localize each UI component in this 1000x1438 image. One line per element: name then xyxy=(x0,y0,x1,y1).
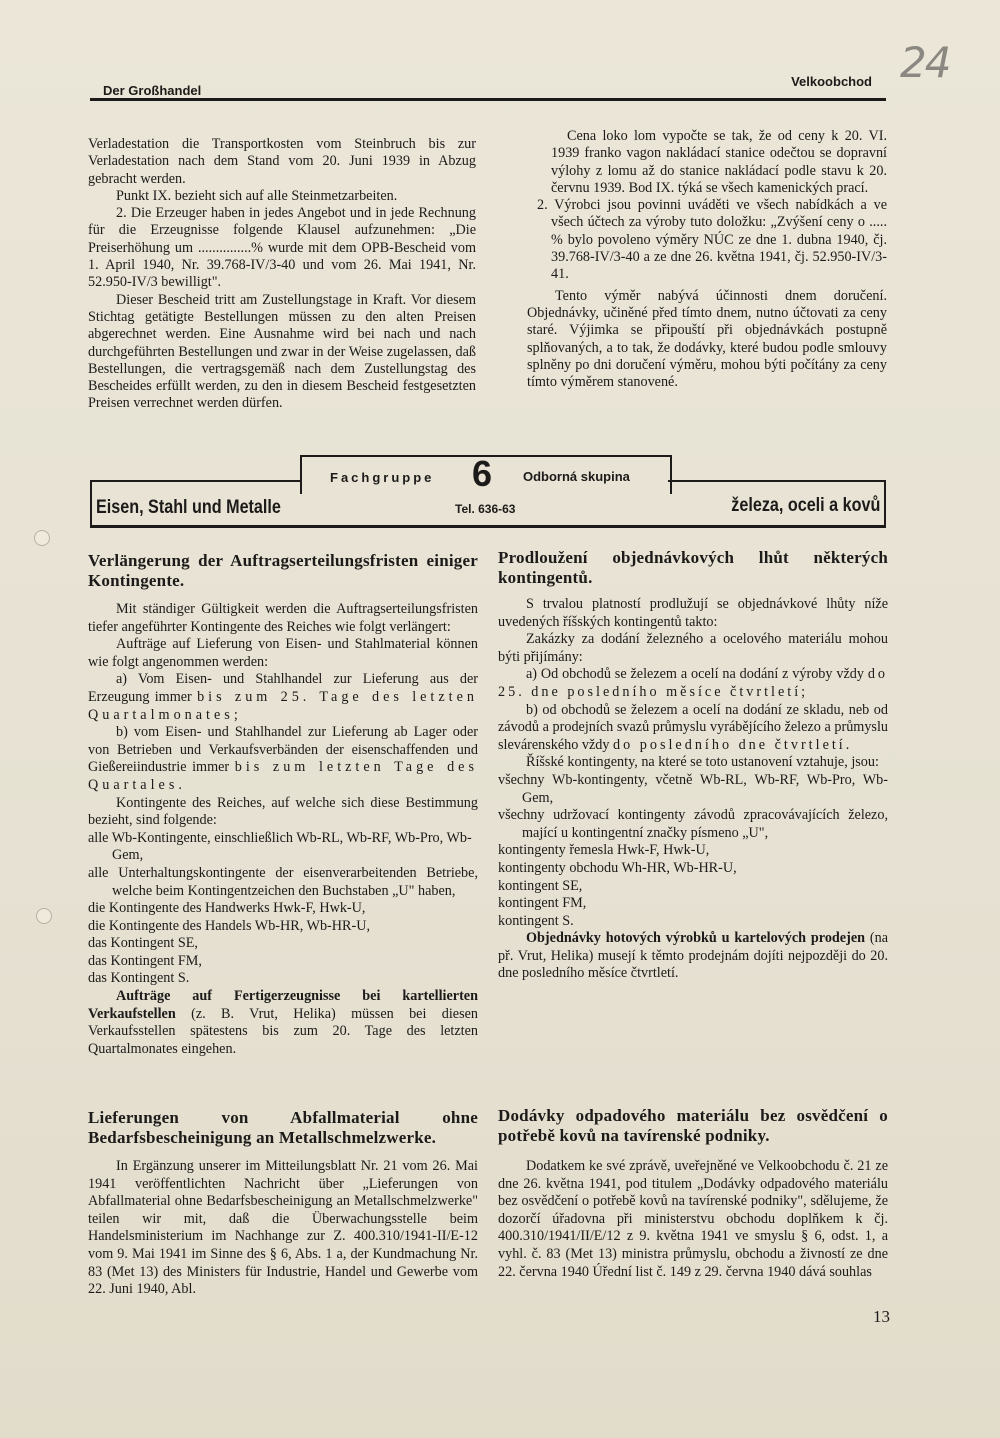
spaced-emphasis: do 25. dne posledního měsíce čtvrtletí; xyxy=(498,666,889,700)
clause-text: b) od obchodů se železem a ocelí na dodání ze skladu, neb od závodů a prodejních svazů průmyslu vyrábějícího železo a průmyslu slevárenského vždy xyxy=(498,701,888,753)
running-header-right: Velkoobchod xyxy=(791,74,872,89)
group-label-czech: Odborná skupina xyxy=(523,469,630,484)
paragraph: S trvalou platností prodlužují se objednávkové lhůty níže uvedených říšských kontingentů takto: xyxy=(498,596,888,630)
paragraph: Aufträge auf Lieferung von Eisen- und Stahlmaterial können wie folgt angenommen werden: xyxy=(88,636,478,670)
group-box-rule xyxy=(90,525,886,528)
spaced-emphasis: do posledního dne čtvrtletí. xyxy=(613,736,853,753)
list-item: kontingenty řemesla Hwk-F, Hwk-U, xyxy=(498,842,710,859)
list-item: všechny Wb-kontingenty, včetně Wb-RL, Wb-RF, Wb-Pro, Wb-Gem, xyxy=(498,771,888,806)
paragraph: 2. Die Erzeuger haben in jedes Angebot und in jede Rechnung für die Erzeugnisse folgende Klausel aufzunehmen: „Die Preiserhöhung um ...............% wurde mit dem OPB-Bescheid vom 1. April 1940, Nr. 39.768-IV/3-40 und vom 26. Mai 1941, Nr. 52.950-IV/3 bewilligt". xyxy=(88,205,476,291)
punch-hole xyxy=(36,908,52,924)
list-item: das Kontingent FM, xyxy=(88,952,202,969)
clause-text: a) Od obchodů se železem a ocelí na dodání z výroby vždy xyxy=(526,666,864,683)
paragraph: Dieser Bescheid tritt am Zustellungstage in Kraft. Vor diesem Stichtag getätigte Bestellungen müssen zu den alten Preisen abgerechnet werden. Eine Ausnahme wird bei nach und nach durchgeführten Bestellungen und zwar in der Weise zugelassen, daß Bestellungen, die vertragsgemäß nach dem Zustellungstag des Bescheides erfüllt werden, zu den in diesem Bescheid festgesetzten Preisen verrechnet werden dürfen. xyxy=(88,291,476,412)
article-2-czech xyxy=(498,1106,888,1281)
running-header-left: Der Großhandel xyxy=(103,83,202,98)
paragraph: Říšské kontingenty, na které se toto ustanovení vztahuje, jsou: xyxy=(526,754,879,771)
list-item: kontingenty obchodu Wh-HR, Wb-HR-U, xyxy=(498,859,737,876)
paragraph: Zakázky za dodání železného a ocelového materiálu mohou býti přijímány: xyxy=(498,631,888,665)
list-item: všechny udržovací kontingenty závodů zpracovávajících železo, mající u kontingentní značky písmeno „U", xyxy=(498,807,888,841)
top-column-german xyxy=(88,136,476,413)
article-1-german xyxy=(88,551,478,1058)
article-title: Verlängerung der Auftragserteilungsfristen einiger Kontingente. xyxy=(88,551,478,590)
list-item: kontingent SE, xyxy=(498,877,583,894)
article-title: Dodávky odpadového materiálu bez osvědčení o potřebě kovů na tavírenské podniky. xyxy=(498,1106,888,1145)
clause-text: b) vom Eisen- und Stahlhandel zur Lieferung ab Lager oder von Betrieben und Verkaufsverbänden der eisenschaffenden und Gießereiindustrie immer xyxy=(88,724,478,776)
paragraph: In Ergänzung unserer im Mitteilungsblatt Nr. 21 vom 26. Mai 1941 veröffentlichten Nachricht über „Lieferungen von Abfallmaterial ohne Bedarfsbescheinigung an Metallschmelzwerke" teilen wir mit, daß die Überwachungsstelle beim Handelsministerium im Nachhange zur Z. 400.310/1941-II/E-12 vom 9. Mai 1941 im Sinne des § 6, Abs. 1 a, der Kundmachung Nr. 83 (Met 13) des Ministers für Industrie, Handel und Gewerbe vom 22. Juni 1940, Abl. xyxy=(88,1158,478,1298)
group-name-czech: železa, oceli a kovů xyxy=(730,495,880,516)
paragraph: 2. Výrobci jsou povinni uváděti ve všech nabídkách a ve všech účtech za výroby tuto doložku: „Zvýšení ceny o ..... % bylo povoleno výměry NÚC ze dne 1. dubna 1940, čj. 39.768-IV/3-40 a ze dne 26. května 1941, čj. 52.950-IV/3-41. xyxy=(537,197,887,283)
group-name-german: Eisen, Stahl und Metalle xyxy=(96,497,281,518)
list-item: die Kontingente des Handels Wb-HR, Wb-HR-U, xyxy=(88,917,370,934)
paragraph: Verladestation die Transportkosten vom Steinbruch bis zur Verladestation nach dem Stand vom 20. Juni 1939 in Abzug gebracht werden. xyxy=(88,136,476,187)
article-1-czech xyxy=(498,548,888,983)
punch-hole xyxy=(34,530,50,546)
header-rule xyxy=(90,98,886,101)
paragraph xyxy=(88,724,478,794)
group-box-rule xyxy=(90,480,92,526)
list-item: alle Unterhaltungskontingente der eisenverarbeitenden Betriebe, welche beim Kontingentzeichen den Buchstaben „U" haben, xyxy=(88,864,478,899)
article-title: Prodloužení objednávkových lhůt některých kontingentů. xyxy=(498,548,888,587)
group-label-german: Fachgruppe xyxy=(330,470,435,485)
paragraph xyxy=(498,666,888,701)
bold-lead: Aufträge auf Fertigerzeugnisse bei kartellierten Verkaufstellen xyxy=(88,988,478,1022)
list-item: das Kontingent SE, xyxy=(88,935,198,952)
paragraph xyxy=(498,930,888,983)
group-telephone: Tel. 636-63 xyxy=(455,502,516,516)
group-number: 6 xyxy=(472,453,493,494)
paragraph: Kontingente des Reiches, auf welche sich diese Bestimmung bezieht, sind folgende: xyxy=(88,794,478,829)
pencil-annotation: 24 xyxy=(900,38,950,87)
clause-text: a) Vom Eisen- und Stahlhandel zur Lieferung aus der Erzeugung immer xyxy=(88,671,478,705)
page-number: 13 xyxy=(873,1307,890,1326)
spaced-emphasis: bis zum 25. Tage des letzten Quartalmonates; xyxy=(88,688,479,723)
article-2-german xyxy=(88,1108,478,1299)
bold-lead: Objednávky hotových výrobků u kartelových prodejen xyxy=(526,930,866,947)
paragraph-rest: (z. B. Vrut, Helika) müssen bei diesen Verkaufsstellen spätestens bis zum 20. Tage des letzten Quartalmonates eingehen. xyxy=(88,1005,479,1057)
paragraph: Tento výměr nabývá účinnosti dnem doručení. Objednávky, učiněné před tímto dnem, nutno účtovati za ceny staré. Výjimka se připouští při objednávkách postupně splňovaných, a to tak, že dodávky, které budou podle smlouvy splněny po dni doručení výměru, mohou býti počítány za ceny tímto výměrem stanovené. xyxy=(527,287,887,391)
paragraph: Mit ständiger Gültigkeit werden die Auftragserteilungsfristen tiefer angeführter Kontingente des Reiches wie folgt verlängert: xyxy=(88,601,478,635)
group-box-rule xyxy=(884,480,886,526)
spaced-emphasis: bis zum letzten Tage des Quartales. xyxy=(88,759,478,793)
paragraph xyxy=(88,671,478,724)
list-item: kontingent FM, xyxy=(498,895,587,912)
paragraph xyxy=(498,702,888,755)
paragraph-rest: (na př. Vrut, Helika) musejí k těmto prodejnám dojíti nejpozději do 20. dne posledního měsíce čtvrtletí. xyxy=(498,930,888,982)
group-box-rule xyxy=(90,480,300,482)
list-item: das Kontingent S. xyxy=(88,970,190,987)
list-item: alle Wb-Kontingente, einschließlich Wb-RL, Wb-RF, Wb-Pro, Wb-Gem, xyxy=(88,829,472,864)
list-item: die Kontingente des Handwerks Hwk-F, Hwk-U, xyxy=(88,900,366,917)
list-item: kontingent S. xyxy=(498,912,574,929)
paragraph: Punkt IX. bezieht sich auf alle Steinmetzarbeiten. xyxy=(116,187,398,204)
paragraph: Cena loko lom vypočte se tak, že od ceny k 20. VI. 1939 franko vagon nakládací stanice odečtou se dopravní výlohy z lomu až do stanice nakládací podle stavu k 20. červnu 1939. Bod IX. týká se všech kamenických prací. xyxy=(551,128,887,196)
top-column-czech xyxy=(527,128,887,391)
article-title: Lieferungen von Abfallmaterial ohne Bedarfsbescheinigung an Metallschmelzwerke. xyxy=(88,1108,478,1147)
group-box-rule xyxy=(668,480,886,482)
paragraph: Dodatkem ke své zprávě, uveřejněné ve Velkoobchodu č. 21 ze dne 26. května 1941, pod titulem „Dodávky odpadového materiálu bez osvědčení o potřebě kovů na tavírenské podniky", sdělujeme, že dozorčí úřadovna při ministerstvu obchodu doplňkem k čj. 400.310/1941/II/E/12 z 9. května 1941 ve smyslu § 6, odst. 1, a vyhl. č. 83 (Met 13) ministra průmyslu, obchodu a živností ze dne 22. června 1940 Úřední list č. 149 z 29. června 1940 dává souhlas xyxy=(498,1158,888,1280)
paragraph xyxy=(88,988,478,1058)
